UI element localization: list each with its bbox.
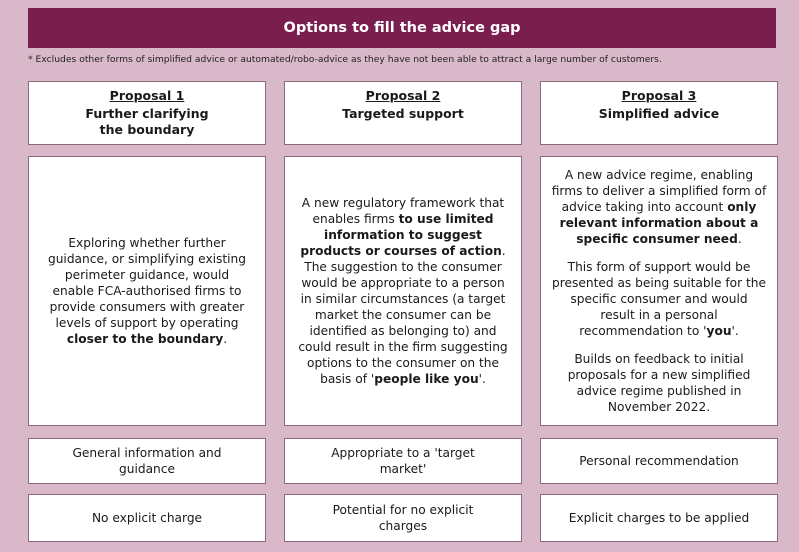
proposal-3-description — [540, 156, 778, 426]
proposal-1-desc-text: Exploring whether further guidance, or simplifying existing perimeter guidance, would enable FCA-authorised firms to provide consumers with greater levels of support by operating — [47, 236, 247, 330]
proposal-3-desc-end: . — [737, 232, 742, 246]
footnote: * Excludes other forms of simplified advice or automated/robo-advice as they have not been able to attract a large number of customers. — [28, 54, 662, 65]
proposal-3-info — [540, 438, 778, 484]
proposal-2-desc-end: '. — [478, 372, 486, 386]
proposal-1-charge — [28, 494, 266, 542]
proposal-3-desc-p2-bold: you — [706, 324, 732, 338]
page-title: Options to fill the advice gap — [28, 8, 776, 48]
proposal-2-desc-bold2: people like you — [374, 372, 479, 386]
proposal-2-label: Proposal 2 — [365, 88, 441, 103]
proposal-3-desc-p3: Builds on feedback to initial proposals for a new simplified advice regime published in November 2022. — [567, 352, 751, 414]
proposal-1-desc-end: . — [223, 332, 228, 346]
proposal-2-description — [284, 156, 522, 426]
proposal-3-charge — [540, 494, 778, 542]
proposal-2-charge-text: Potential for no explicit charges — [332, 503, 474, 533]
proposal-3-info-text: Personal recommendation — [579, 454, 739, 468]
proposal-2-info — [284, 438, 522, 484]
proposal-3-name: Simplified advice — [598, 106, 720, 121]
proposal-2-desc-text: A new regulatory framework that enables firms — [301, 196, 505, 226]
proposal-1-header — [28, 81, 266, 145]
proposal-1-info-text: General information and guidance — [72, 446, 222, 476]
proposal-2-charge — [284, 494, 522, 542]
proposal-3-desc-p2: This form of support would be presented as being suitable for the specific consumer and would result in a personal recommendation to ' — [552, 260, 766, 338]
proposal-1-description — [28, 156, 266, 426]
proposal-3-header — [540, 81, 778, 145]
proposal-2-desc-bold: to use limited information to suggest products or courses of action — [300, 212, 502, 258]
proposal-3-label: Proposal 3 — [621, 88, 697, 103]
proposal-3-charge-text: Explicit charges to be applied — [568, 511, 750, 525]
proposal-3-desc-p2-end: '. — [731, 324, 739, 338]
proposal-1-name: Further clarifying the boundary — [85, 106, 209, 137]
proposal-3-desc-text: A new advice regime, enabling firms to deliver a simplified form of advice taking into account — [551, 168, 767, 214]
proposal-1-desc-bold: closer to the boundary — [66, 332, 224, 346]
proposal-2-info-text: Appropriate to a 'target market' — [331, 446, 475, 476]
proposal-1-label: Proposal 1 — [109, 88, 185, 103]
proposal-2-name: Targeted support — [342, 106, 464, 121]
proposal-1-charge-text: No explicit charge — [91, 511, 203, 525]
proposal-2-header — [284, 81, 522, 145]
proposal-1-info — [28, 438, 266, 484]
proposal-2-desc-mid: . The suggestion to the consumer would be appropriate to a person in similar circumstances (a target market the consumer can be identified as belonging to) and could result in the firm suggesting options to the consumer on the basis of ' — [298, 244, 508, 386]
proposal-3-desc-bold: only relevant information about a specific consumer need — [559, 200, 759, 246]
